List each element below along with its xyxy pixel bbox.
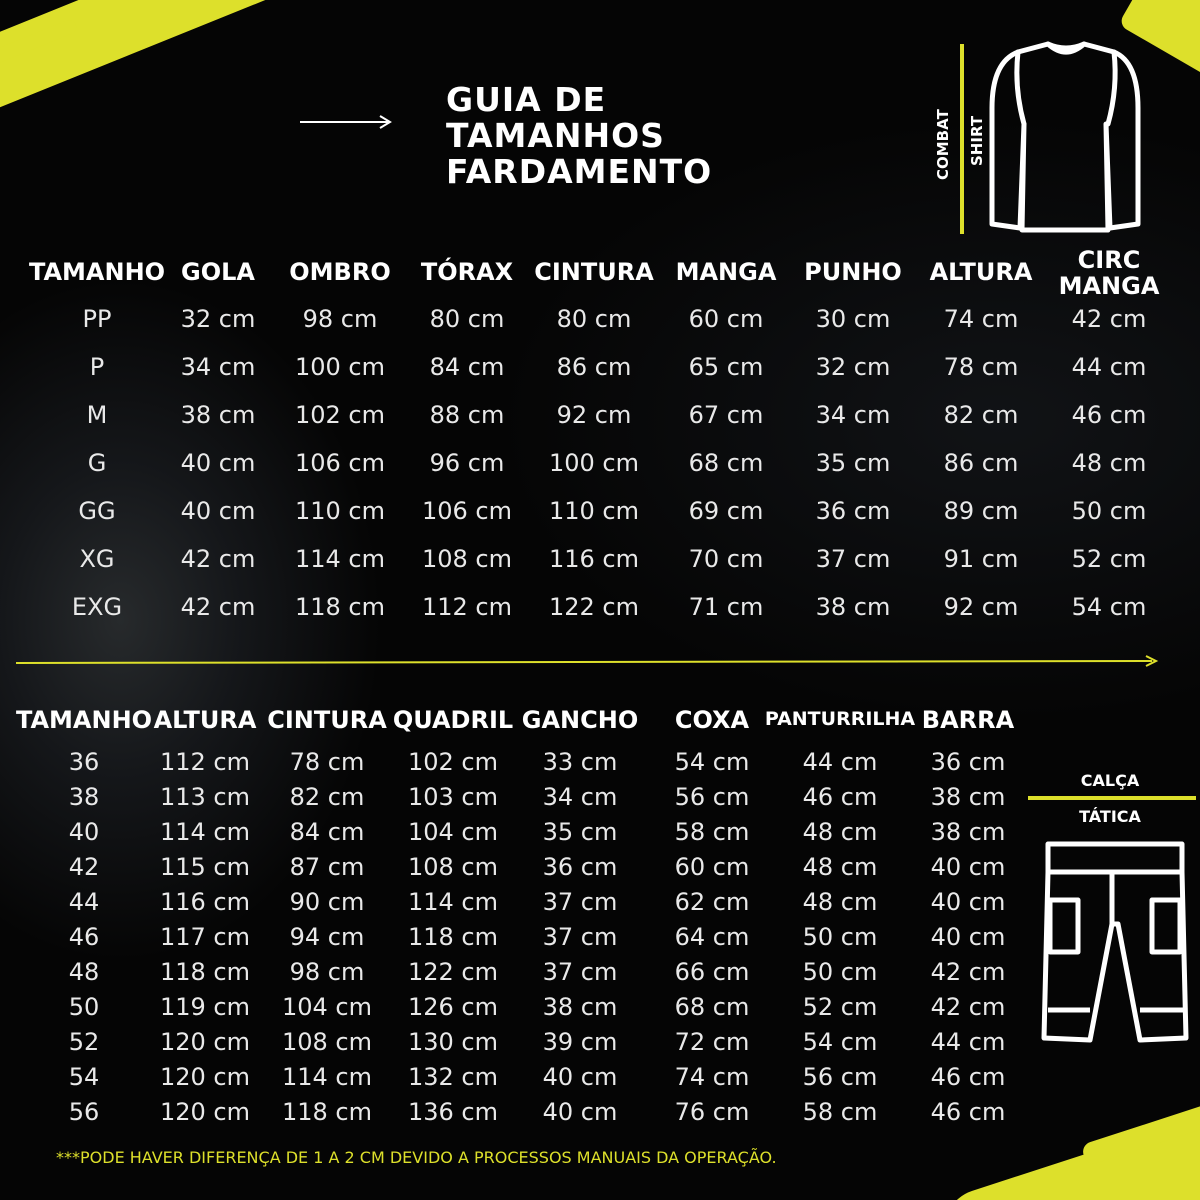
- pants-table-cell: 46 cm: [930, 1063, 1006, 1091]
- shirt-header-circ-manga-1: CIRC: [1077, 246, 1141, 274]
- pants-table-cell: 62 cm: [674, 888, 750, 916]
- pants-table-cell: 35 cm: [542, 818, 618, 846]
- shirt-table-cell: 42 cm: [1071, 305, 1147, 333]
- pants-table-cell: 94 cm: [289, 923, 365, 951]
- shirt-table-cell: 86 cm: [943, 449, 1019, 477]
- shirt-table-cell: 98 cm: [302, 305, 378, 333]
- shirt-table-cell: 65 cm: [688, 353, 764, 381]
- shirt-table-cell: 38 cm: [815, 593, 891, 621]
- pants-table-cell: 126 cm: [407, 993, 499, 1021]
- shirt-table-cell: 36 cm: [815, 497, 891, 525]
- pants-table-cell: 122 cm: [407, 958, 499, 986]
- pants-table-cell: 112 cm: [159, 748, 251, 776]
- pants-size-label: 52: [68, 1028, 100, 1056]
- shirt-size-label: XG: [79, 545, 115, 573]
- shirt-table-cell: 30 cm: [815, 305, 891, 333]
- pants-header-quadril: QUADRIL: [392, 706, 514, 734]
- pants-table-cell: 82 cm: [289, 783, 365, 811]
- pants-table-cell: 50 cm: [802, 923, 878, 951]
- pants-header-panturrilha: PANTURRILHA: [764, 708, 916, 730]
- pants-table-cell: 37 cm: [542, 888, 618, 916]
- pants-table-cell: 118 cm: [281, 1098, 373, 1126]
- pants-table-cell: 130 cm: [407, 1028, 499, 1056]
- pants-size-label: 48: [68, 958, 100, 986]
- title-line-2: TAMANHOS: [446, 116, 665, 155]
- shirt-table-cell: 74 cm: [943, 305, 1019, 333]
- pants-table-cell: 114 cm: [407, 888, 499, 916]
- pants-table-cell: 76 cm: [674, 1098, 750, 1126]
- pants-table-cell: 78 cm: [289, 748, 365, 776]
- shirt-table-cell: 106 cm: [421, 497, 513, 525]
- shirt-table-cell: 34 cm: [180, 353, 256, 381]
- divider-arrow: [16, 651, 1160, 671]
- pants-table-cell: 114 cm: [159, 818, 251, 846]
- pants-table-cell: 104 cm: [407, 818, 499, 846]
- shirt-table-cell: 32 cm: [815, 353, 891, 381]
- pants-header-tamanho: TAMANHO: [15, 706, 153, 734]
- pants-table-cell: 48 cm: [802, 888, 878, 916]
- shirt-table-cell: 102 cm: [294, 401, 386, 429]
- pants-table-cell: 37 cm: [542, 923, 618, 951]
- pants-icon: [1040, 840, 1190, 1046]
- pants-table-cell: 113 cm: [159, 783, 251, 811]
- shirt-table-cell: 91 cm: [943, 545, 1019, 573]
- pants-table-cell: 34 cm: [542, 783, 618, 811]
- pants-table-cell: 44 cm: [930, 1028, 1006, 1056]
- pants-table-cell: 117 cm: [159, 923, 251, 951]
- pants-table-cell: 40 cm: [930, 853, 1006, 881]
- shirt-size-label: P: [89, 353, 105, 381]
- pants-table-cell: 38 cm: [542, 993, 618, 1021]
- pants-table-cell: 64 cm: [674, 923, 750, 951]
- shirt-table-cell: 122 cm: [548, 593, 640, 621]
- pants-table-cell: 90 cm: [289, 888, 365, 916]
- pants-table-cell: 120 cm: [159, 1098, 251, 1126]
- pants-table-cell: 136 cm: [407, 1098, 499, 1126]
- pants-table-cell: 98 cm: [289, 958, 365, 986]
- pants-table-cell: 132 cm: [407, 1063, 499, 1091]
- pants-size-label: 46: [68, 923, 100, 951]
- shirt-table-cell: 40 cm: [180, 497, 256, 525]
- pants-table-cell: 56 cm: [674, 783, 750, 811]
- shirt-table-cell: 114 cm: [294, 545, 386, 573]
- pants-table-cell: 39 cm: [542, 1028, 618, 1056]
- pants-table-cell: 48 cm: [802, 853, 878, 881]
- pants-table-cell: 87 cm: [289, 853, 365, 881]
- page-title: [446, 82, 712, 190]
- pants-table-cell: 37 cm: [542, 958, 618, 986]
- title-line-3: FARDAMENTO: [446, 152, 713, 191]
- shirt-label-bar: [958, 44, 966, 234]
- brush-stroke-top-left: [0, 0, 281, 121]
- shirt-size-label: PP: [82, 305, 112, 333]
- shirt-header-ombro: OMBRO: [289, 258, 391, 286]
- pants-table-cell: 74 cm: [674, 1063, 750, 1091]
- pants-table-cell: 50 cm: [802, 958, 878, 986]
- shirt-size-label: EXG: [71, 593, 123, 621]
- shirt-size-label: M: [86, 401, 108, 429]
- pants-table-cell: 66 cm: [674, 958, 750, 986]
- pants-table-cell: 42 cm: [930, 958, 1006, 986]
- pants-table-cell: 72 cm: [674, 1028, 750, 1056]
- title-line-1: GUIA DE: [446, 80, 607, 119]
- pants-table-cell: 33 cm: [542, 748, 618, 776]
- pants-size-label: 36: [68, 748, 100, 776]
- pants-table-cell: 46 cm: [802, 783, 878, 811]
- shirt-table-cell: 69 cm: [688, 497, 764, 525]
- label-combat: COMBAT: [934, 109, 952, 180]
- pants-table-cell: 36 cm: [542, 853, 618, 881]
- pants-header-coxa: COXA: [674, 706, 750, 734]
- pants-table-cell: 40 cm: [930, 923, 1006, 951]
- shirt-header-gola: GOLA: [181, 258, 255, 286]
- shirt-table-cell: 42 cm: [180, 593, 256, 621]
- pants-size-label: 44: [68, 888, 100, 916]
- shirt-table-cell: 84 cm: [429, 353, 505, 381]
- shirt-table-cell: 34 cm: [815, 401, 891, 429]
- footnote: ***PODE HAVER DIFERENÇA DE 1 A 2 CM DEVIDO A PROCESSOS MANUAIS DA OPERAÇÃO.: [56, 1148, 777, 1167]
- shirt-table-cell: 100 cm: [294, 353, 386, 381]
- shirt-table-cell: 50 cm: [1071, 497, 1147, 525]
- shirt-table-cell: 78 cm: [943, 353, 1019, 381]
- label-calca: CALÇA: [1080, 771, 1140, 790]
- pants-table-cell: 54 cm: [674, 748, 750, 776]
- pants-table-cell: 40 cm: [542, 1063, 618, 1091]
- shirt-table-cell: 112 cm: [421, 593, 513, 621]
- pants-table-cell: 68 cm: [674, 993, 750, 1021]
- shirt-table-cell: 54 cm: [1071, 593, 1147, 621]
- pants-size-label: 50: [68, 993, 100, 1021]
- shirt-table-cell: 40 cm: [180, 449, 256, 477]
- pants-table-cell: 84 cm: [289, 818, 365, 846]
- shirt-table-cell: 42 cm: [180, 545, 256, 573]
- label-shirt: SHIRT: [968, 115, 986, 166]
- shirt-table-cell: 92 cm: [556, 401, 632, 429]
- shirt-table-cell: 108 cm: [421, 545, 513, 573]
- pants-table-cell: 58 cm: [674, 818, 750, 846]
- shirt-table-cell: 46 cm: [1071, 401, 1147, 429]
- pants-table-cell: 40 cm: [542, 1098, 618, 1126]
- pants-table-cell: 108 cm: [281, 1028, 373, 1056]
- pants-table-cell: 60 cm: [674, 853, 750, 881]
- label-tatica: TÁTICA: [1079, 807, 1141, 826]
- pants-size-label: 54: [68, 1063, 100, 1091]
- pants-table-cell: 56 cm: [802, 1063, 878, 1091]
- shirt-header-circ-manga-2: MANGA: [1058, 272, 1160, 300]
- shirt-size-label: G: [87, 449, 107, 477]
- shirt-table-cell: 118 cm: [294, 593, 386, 621]
- shirt-table-cell: 35 cm: [815, 449, 891, 477]
- shirt-icon: [988, 38, 1144, 234]
- pants-table-cell: 58 cm: [802, 1098, 878, 1126]
- shirt-table-cell: 60 cm: [688, 305, 764, 333]
- pants-table-cell: 40 cm: [930, 888, 1006, 916]
- pants-table-cell: 102 cm: [407, 748, 499, 776]
- shirt-table-cell: 88 cm: [429, 401, 505, 429]
- shirt-table-cell: 32 cm: [180, 305, 256, 333]
- shirt-header-altura: ALTURA: [929, 258, 1033, 286]
- shirt-size-label: GG: [78, 497, 116, 525]
- pants-table-cell: 115 cm: [159, 853, 251, 881]
- pants-header-gancho: GANCHO: [521, 706, 639, 734]
- shirt-header-cintura: CINTURA: [534, 258, 654, 286]
- shirt-header-tamanho: TAMANHO: [28, 258, 166, 286]
- pants-table-cell: 114 cm: [281, 1063, 373, 1091]
- pants-table-cell: 118 cm: [159, 958, 251, 986]
- shirt-table-cell: 37 cm: [815, 545, 891, 573]
- shirt-table-cell: 70 cm: [688, 545, 764, 573]
- pants-size-label: 42: [68, 853, 100, 881]
- shirt-table-cell: 89 cm: [943, 497, 1019, 525]
- pants-size-label: 40: [68, 818, 100, 846]
- pants-table-cell: 116 cm: [159, 888, 251, 916]
- pants-table-cell: 104 cm: [281, 993, 373, 1021]
- shirt-table-cell: 110 cm: [294, 497, 386, 525]
- pants-table-cell: 108 cm: [407, 853, 499, 881]
- pants-header-barra: BARRA: [921, 706, 1015, 734]
- pants-size-label: 38: [68, 783, 100, 811]
- shirt-table-cell: 44 cm: [1071, 353, 1147, 381]
- shirt-table-cell: 92 cm: [943, 593, 1019, 621]
- shirt-table-cell: 110 cm: [548, 497, 640, 525]
- pants-table-cell: 36 cm: [930, 748, 1006, 776]
- pants-table-cell: 38 cm: [930, 818, 1006, 846]
- pants-table-cell: 44 cm: [802, 748, 878, 776]
- shirt-table-cell: 38 cm: [180, 401, 256, 429]
- shirt-table-cell: 82 cm: [943, 401, 1019, 429]
- pants-table-cell: 38 cm: [930, 783, 1006, 811]
- shirt-table-cell: 71 cm: [688, 593, 764, 621]
- pants-table-cell: 119 cm: [159, 993, 251, 1021]
- shirt-table-cell: 96 cm: [429, 449, 505, 477]
- pants-table-cell: 120 cm: [159, 1063, 251, 1091]
- pants-size-label: 56: [68, 1098, 100, 1126]
- pants-table-cell: 118 cm: [407, 923, 499, 951]
- shirt-table-cell: 80 cm: [429, 305, 505, 333]
- pants-table-cell: 54 cm: [802, 1028, 878, 1056]
- pants-table-cell: 52 cm: [802, 993, 878, 1021]
- shirt-header-manga: MANGA: [675, 258, 777, 286]
- shirt-table-cell: 52 cm: [1071, 545, 1147, 573]
- shirt-table-cell: 68 cm: [688, 449, 764, 477]
- shirt-header-punho: PUNHO: [804, 258, 902, 286]
- pants-label-bar: [1028, 794, 1196, 802]
- pants-header-cintura: CINTURA: [267, 706, 387, 734]
- shirt-table-cell: 116 cm: [548, 545, 640, 573]
- pants-table-cell: 103 cm: [407, 783, 499, 811]
- pants-table-cell: 46 cm: [930, 1098, 1006, 1126]
- pants-header-altura: ALTURA: [153, 706, 257, 734]
- shirt-table-cell: 67 cm: [688, 401, 764, 429]
- shirt-table-cell: 80 cm: [556, 305, 632, 333]
- shirt-table-cell: 48 cm: [1071, 449, 1147, 477]
- shirt-table-cell: 86 cm: [556, 353, 632, 381]
- shirt-table-cell: 100 cm: [548, 449, 640, 477]
- pants-table-cell: 48 cm: [802, 818, 878, 846]
- arrow-right-icon: [298, 112, 394, 132]
- shirt-table-cell: 106 cm: [294, 449, 386, 477]
- shirt-header-tórax: TÓRAX: [420, 258, 514, 286]
- pants-table-cell: 120 cm: [159, 1028, 251, 1056]
- pants-table-cell: 42 cm: [930, 993, 1006, 1021]
